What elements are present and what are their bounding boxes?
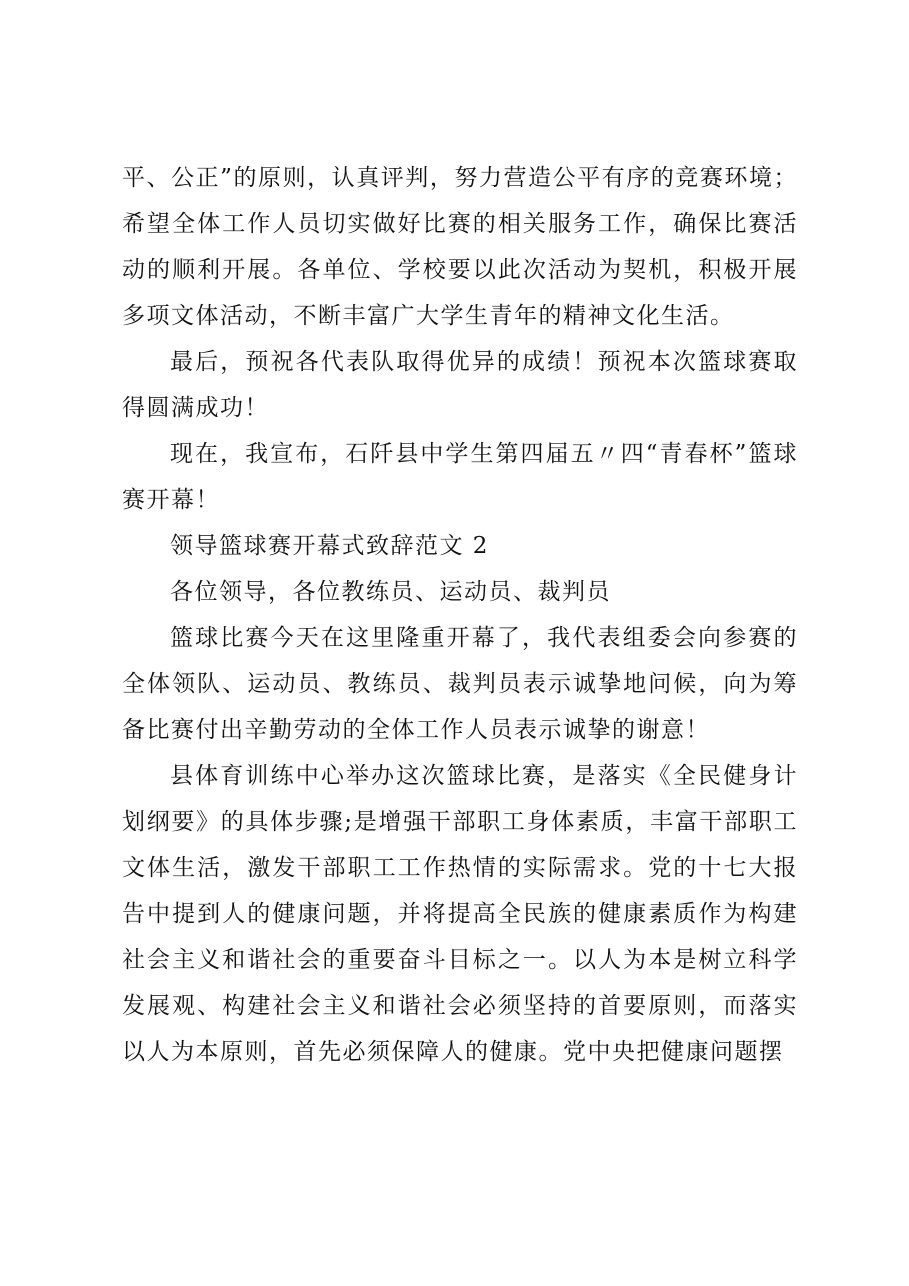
document-body <box>122 155 798 1075</box>
paragraph-continuation: 平、公正”的原则，认真评判，努力营造公平有序的竞赛环境；希望全体工作人员切实做好比赛的相关服务工作，确保比赛活动的顺利开展。各单位、学校要以此次活动为契机，积极开展多项文体活动，不断丰富广大学生青年的精神文化生活。 <box>122 165 798 329</box>
section-heading: 领导篮球赛开幕式致辞范文 2 <box>170 533 489 559</box>
salutation: 各位领导，各位教练员、运动员、裁判员 <box>170 579 611 605</box>
paragraph-purpose: 县体育训练中心举办这次篮球比赛，是落实《全民健身计划纲要》的具体步骤;是增强干部职工身体素质，丰富干部职工文体生活，激发干部职工工作热情的实际需求。党的十七大报告中提到人的健康问题，并将提高全民族的健康素质作为构建社会主义和谐社会的重要奋斗目标之一。以人为本是树立科学发展观、构建社会主义和谐社会必须坚持的首要原则，而落实以人为本原则，首先必须保障人的健康。党中央把健康问题摆 <box>122 763 798 1065</box>
paragraph-greeting: 篮球比赛今天在这里隆重开幕了，我代表组委会向参赛的全体领队、运动员、教练员、裁判员表示诚挚地问候，向为筹备比赛付出辛勤劳动的全体工作人员表示诚挚的谢意！ <box>122 625 798 743</box>
paragraph-opening-declaration: 现在，我宣布，石阡县中学生第四届五〃四“青春杯”篮球赛开幕！ <box>122 441 798 513</box>
paragraph-closing-wishes: 最后，预祝各代表队取得优异的成绩！预祝本次篮球赛取得圆满成功！ <box>122 349 798 421</box>
